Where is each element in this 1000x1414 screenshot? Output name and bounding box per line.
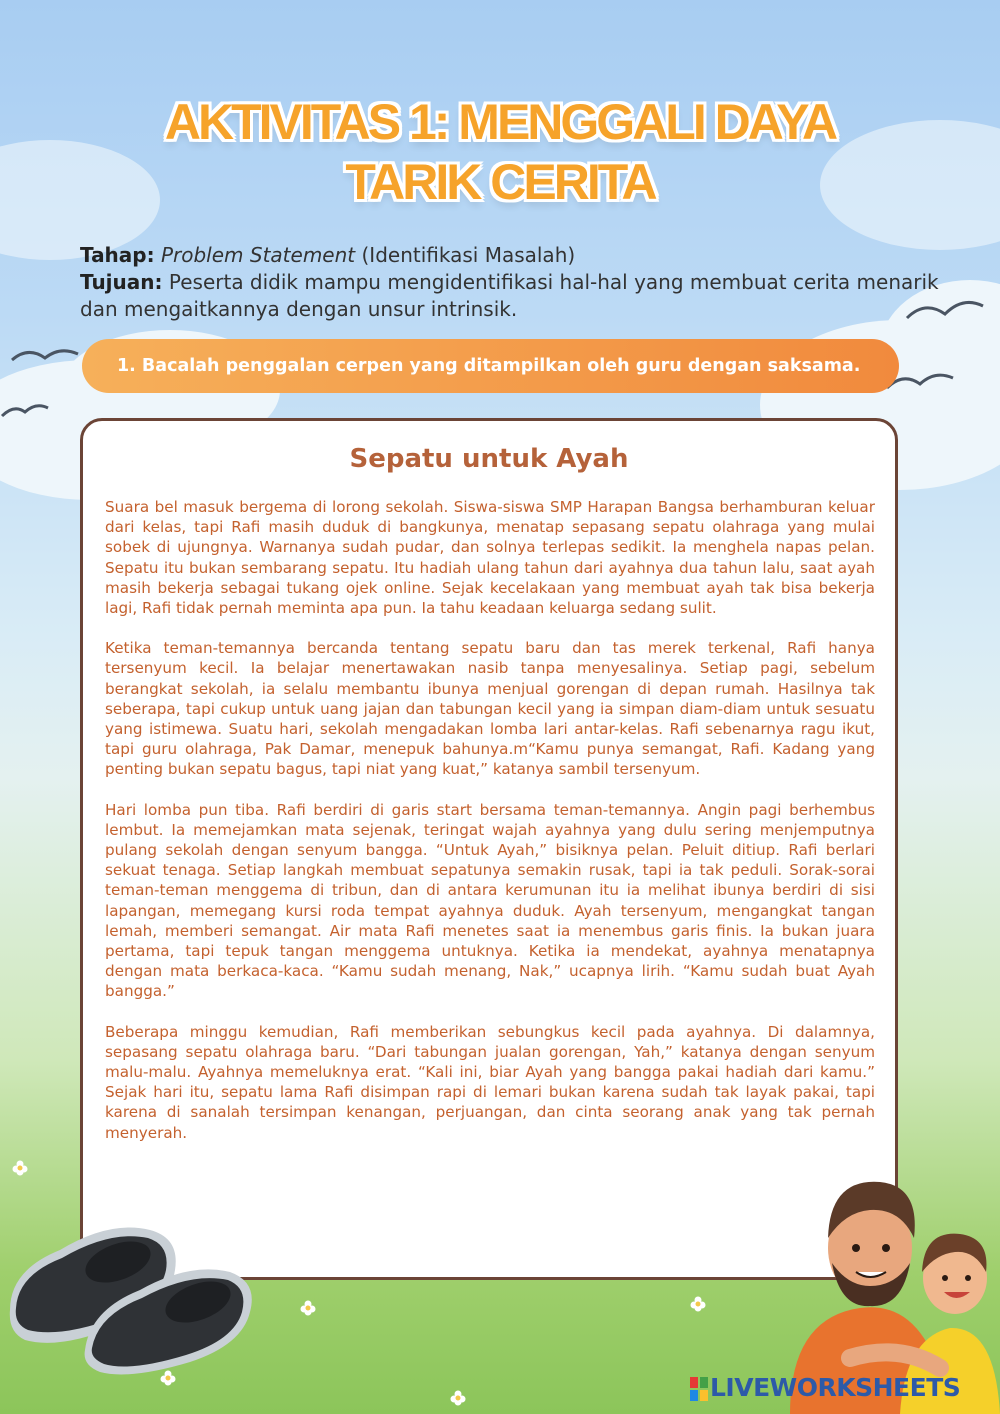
flower-icon (12, 1160, 28, 1176)
story-paragraph: Ketika teman-temannya bercanda tentang sepatu baru dan tas merek terkenal, Rafi hanya tersenyum kecil. Ia belajar menertawakan nasib tanpa menyesalinya. Setiap pagi, sebelum berangkat sekolah, ia selalu membantu ibunya menjual gorengan di depan rumah. Hasilnya tak seberapa, tapi cukup untuk uang jajan dan tabungan kecil yang ia simpan diam-diam untuk sesuatu yang istimewa. Suatu hari, sekolah mengadakan lomba lari antar-kelas. Rafi sebenarnya ragu ikut, tapi guru olahraga, Pak Damar, menepuk bahunya.m“Kamu punya semangat, Rafi. Kadang yang penting bukan sepatu bagus, tapi niat yang kuat,” katanya sambil tersenyum. (105, 639, 875, 779)
instruction-text: 1. Bacalah penggalan cerpen yang ditampilkan oleh guru dengan saksama. (117, 356, 861, 376)
liveworksheets-logo-text: LIVEWORKSHEETS (710, 1373, 961, 1402)
tujuan-label: Tujuan: (80, 270, 163, 294)
page-title-line-1: AKTIVITAS 1: MENGGALI DAYA (164, 94, 836, 150)
page-title-line-2: TARIK CERITA (345, 154, 655, 210)
tujuan-value: Peserta didik mampu mengidentifikasi hal-hal yang membuat cerita menarik dan mengaitkannya dengan unsur intrinsik. (80, 270, 939, 321)
page-title (0, 92, 1000, 212)
story-paragraph: Suara bel masuk bergema di lorong sekolah. Siswa-siswa SMP Harapan Bangsa berhamburan keluar dari kelas, tapi Rafi masih duduk di bangkunya, menatap sepasang sepatu olahraga yang mulai sobek di ujungnya. Warnanya sudah pudar, dan solnya terlepas sedikit. Ia menghela napas pelan. Sepatu itu bukan sembarang sepatu. Itu hadiah ulang tahun dari ayahnya dua tahun lalu, saat ayah masih bekerja sebagai tukang ojek online. Sejak kecelakaan yang membuat ayah tak bisa bekerja lagi, Rafi tidak pernah meminta apa pun. Ia tahu keadaan keluarga sedang sulit. (105, 498, 875, 618)
activity-meta (80, 242, 940, 323)
tahap-label: Tahap: (80, 243, 155, 267)
flower-icon (450, 1390, 466, 1406)
tahap-value-italic: Problem Statement (160, 243, 356, 267)
bird-icon (0, 398, 50, 422)
story-title: Sepatu untuk Ayah (349, 444, 629, 474)
instruction-banner (82, 339, 899, 393)
story-paragraph: Hari lomba pun tiba. Rafi berdiri di garis start bersama teman-temannya. Angin pagi berhembus lembut. Ia memejamkan mata sejenak, teringat wajah ayahnya yang dulu sering menjemputnya pulang sekolah dengan senyum bangga. “Untuk Ayah,” bisiknya pelan. Peluit ditiup. Rafi berlari sekuat tenaga. Setiap langkah membuat sepatunya semakin rusak, tapi ia tak peduli. Sorak-sorai teman-teman menggema di tribun, dan di antara kerumunan itu ia melihat ibunya berdiri di sisi lapangan, memegang kursi roda tempat ayahnya duduk. Ayah tersenyum, mengangkat tangan lemah, memberi semangat. Air mata Rafi menetes saat ia menembus garis finis. Ia bukan juara pertama, tapi tepuk tangan menggema untuknya. Ketika ia mendekat, ayahnya menatapnya dengan mata berkaca-kaca. “Kamu sudah menang, Nak,” ucapnya lirih. “Kamu sudah buat Ayah bangga.” (105, 800, 875, 1001)
tahap-row (80, 242, 940, 269)
shoes-illustration (0, 1200, 270, 1380)
tujuan-row (80, 269, 940, 323)
flower-icon (690, 1296, 706, 1312)
liveworksheets-logo-icon (690, 1377, 708, 1401)
flower-icon (300, 1300, 316, 1316)
story-paragraph: Beberapa minggu kemudian, Rafi memberikan sebungkus kecil pada ayahnya. Di dalamnya, sepasang sepatu olahraga baru. “Dari tabungan jualan gorengan, Yah,” katanya dengan senyum malu-malu. Ayahnya memeluknya erat. “Kali ini, biar Ayah yang bangga pakai hadiah dari kamu.” Sejak hari itu, sepatu lama Rafi disimpan rapi di lemari bukan karena sudah tak layak pakai, tapi karena di sanalah tersimpan kenangan, perjuangan, dan cinta seorang anak yang tak pernah menyerah. (105, 1022, 875, 1142)
tahap-value-rest: (Identifikasi Masalah) (355, 243, 576, 267)
story-text (105, 497, 875, 1163)
bird-icon (10, 340, 80, 370)
liveworksheets-logo (690, 1373, 960, 1402)
